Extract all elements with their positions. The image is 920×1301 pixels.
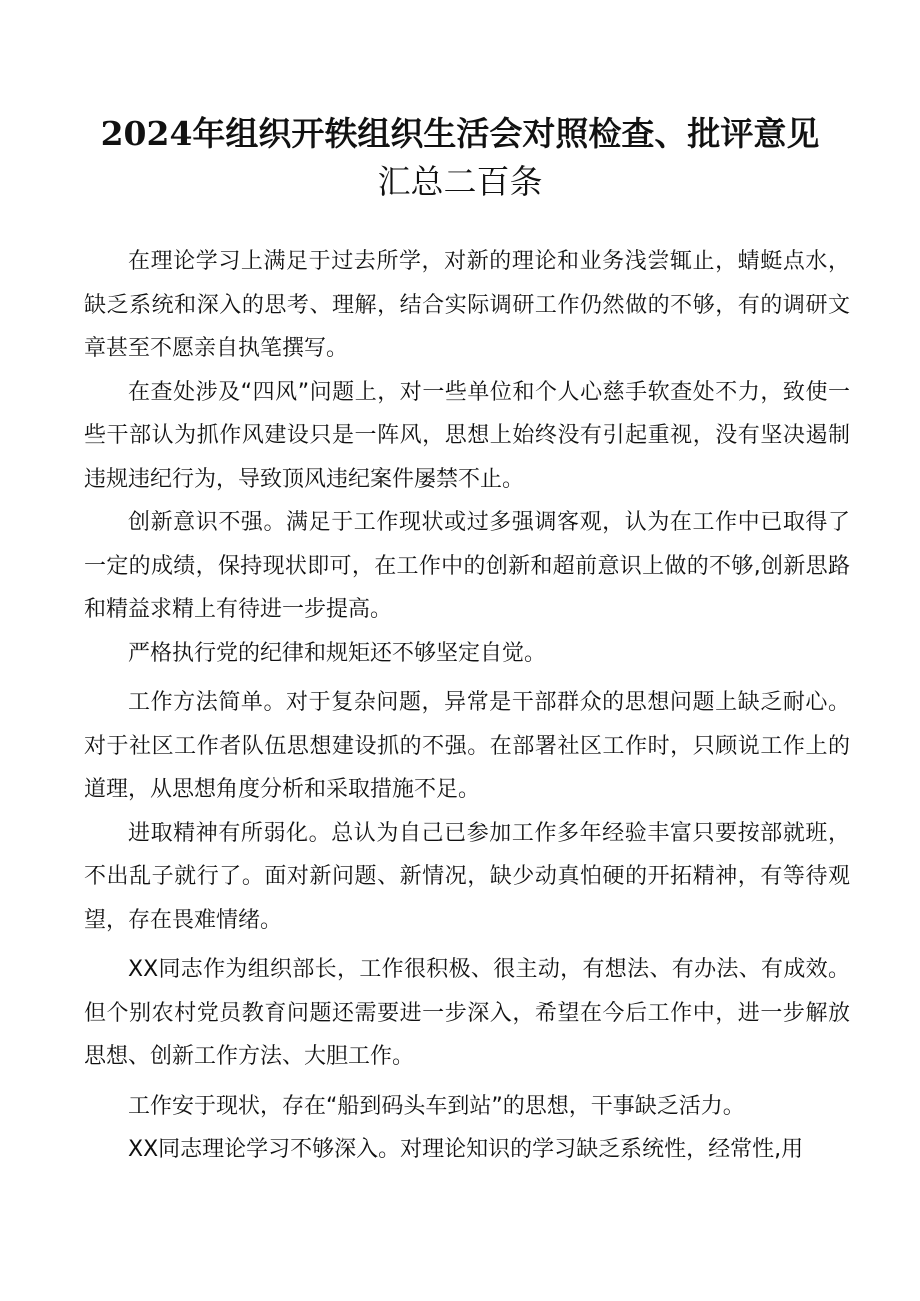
title-line-1: 2024年组织开轶组织生活会对照检查、批评意见 (100, 114, 820, 153)
paragraph-1: 在理论学习上满足于过去所学，对新的理论和业务浅尝辄止，蜻蜓点水，缺乏系统和深入的思考、理解，结合实际调研工作仍然做的不够，有的调研文章甚至不愿亲自执笔撰写。 (84, 249, 850, 361)
paragraph-4: 严格执行党的纪律和规矩还不够坚定自觉。 (128, 640, 547, 666)
document-title (60, 112, 860, 204)
paragraph-2: 在查处涉及“四风”问题上，对一些单位和个人心慈手软查处不力，致使一些干部认为抓作风建设只是一阵风，思想上始终没有引起重视，没有坚决遏制违规违纪行为，导致顶风违纪案件屡禁不止。 (84, 379, 850, 492)
paragraph-9: XX同志理论学习不够深入。对理论知识的学习缺乏系统性，经常性,用 (128, 1137, 804, 1162)
paragraph-5: 工作方法简单。对于复杂问题，异常是干部群众的思想问题上缺乏耐心。对于社区工作者队伍思想建设抓的不强。在部署社区工作时，只顾说工作上的道理，从思想角度分析和采取措施不足。 (84, 690, 850, 802)
paragraph-6: 进取精神有所弱化。总认为自己已参加工作多年经验丰富只要按部就班，不出乱子就行了。面对新问题、新情况，缺少动真怕硬的开拓精神，有等待观望，存在畏难情绪。 (84, 820, 850, 933)
document-body (84, 240, 850, 1172)
paragraph-7: XX同志作为组织部长，工作很积极、很主动，有想法、有办法、有成效。但个别农村党员教育问题还需要进一步深入，希望在今后工作中，进一步解放思想、创新工作方法、大胆工作。 (84, 957, 850, 1069)
paragraph-8: 工作安于现状，存在“船到码头车到站”的思想，干事缺乏活力。 (128, 1093, 745, 1119)
title-line-2: 汇总二百条 (377, 162, 543, 201)
paragraph-3: 创新意识不强。满足于工作现状或过多强调客观，认为在工作中已取得了一定的成绩，保持现状即可，在工作中的创新和超前意识上做的不够,创新思路和精益求精上有待进一步提高。 (84, 510, 850, 622)
